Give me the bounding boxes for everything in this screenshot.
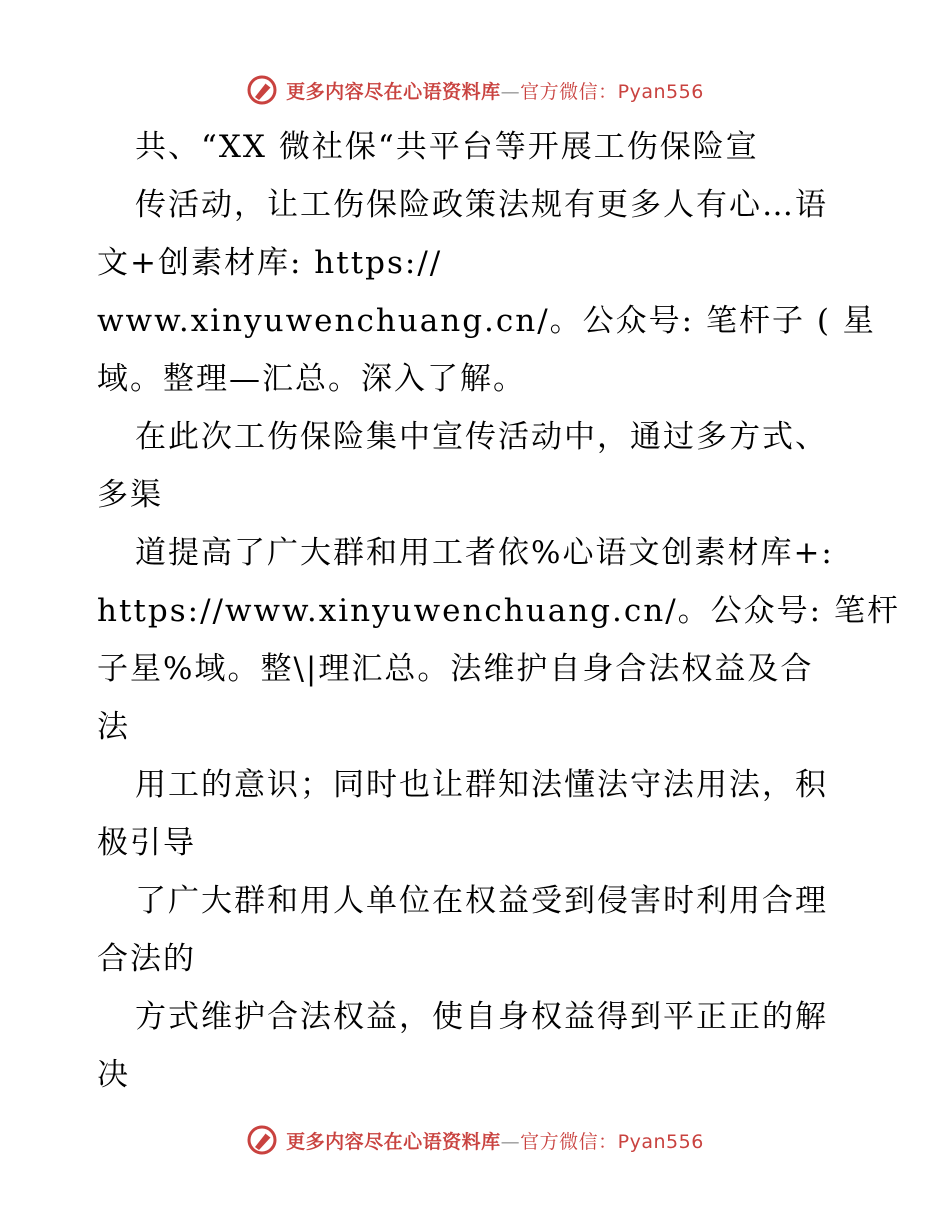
- text-line: 在此次工伤保险集中宣传活动中，通过多方式、: [135, 419, 828, 455]
- header-banner-text: [286, 77, 704, 104]
- text-line: 用工的意识；同时也让群知法懂法守法用法，积: [135, 767, 828, 803]
- text-line: 了广大群和用人单位在权益受到侵害时利用合理: [135, 883, 828, 919]
- text-line: 多渠: [97, 477, 163, 513]
- pen-nib-logo-icon: [246, 74, 278, 106]
- text-line: 方式维护合法权益，使自身权益得到平正正的解: [135, 999, 828, 1035]
- footer-brand-text: 更多内容尽在心语资料库: [286, 1130, 501, 1153]
- text-line: 极引导: [97, 825, 196, 861]
- footer-banner-text: [286, 1127, 704, 1154]
- header-brand-text: 更多内容尽在心语资料库: [286, 80, 501, 103]
- footer-separator: —: [500, 1130, 521, 1153]
- document-body: [97, 118, 900, 1104]
- text-line: 子星%域。整\|理汇总。法维护自身合法权益及合: [97, 651, 814, 687]
- text-line: https://www.xinyuwenchuang.cn/。公众号: 笔杆: [97, 593, 900, 629]
- text-line: 法: [97, 709, 130, 745]
- text-line: 合法的: [97, 941, 196, 977]
- footer-banner: [0, 1120, 950, 1160]
- text-line: 共、“XX 微社保“共平台等开展工伤保险宣: [135, 129, 759, 165]
- header-wechat-text: 官方微信：Pyan556: [520, 80, 704, 103]
- header-banner: [0, 70, 950, 110]
- text-line: www.xinyuwenchuang.cn/。公众号: 笔杆子 ( 星: [97, 303, 876, 339]
- pen-nib-logo-icon: [246, 1124, 278, 1156]
- text-line: 传活动，让工伤保险政策法规有更多人有心…语: [135, 187, 828, 223]
- text-line: 域。整理—汇总。深入了解。: [97, 361, 526, 397]
- header-separator: —: [500, 80, 521, 103]
- text-line: 文+创素材库: https://: [97, 245, 443, 281]
- text-line: 决: [97, 1057, 130, 1093]
- text-line: 道提高了广大群和用工者依%心语文创素材库+:: [135, 535, 834, 571]
- footer-wechat-text: 官方微信：Pyan556: [520, 1130, 704, 1153]
